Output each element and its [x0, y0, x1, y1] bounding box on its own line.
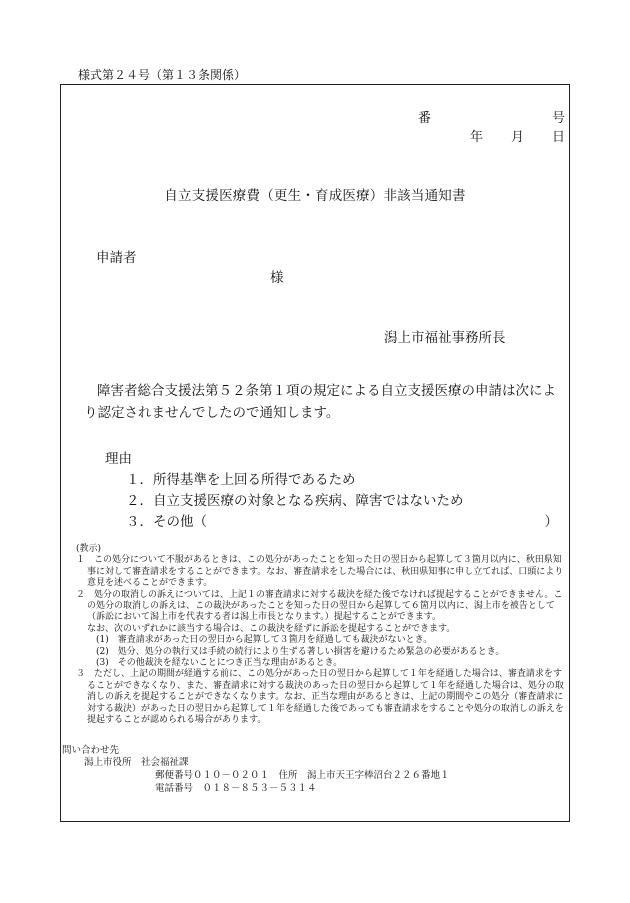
notice-body: 障害者総合支援法第５２条第１項の規定による自立支援医療の申請は次により認定されませんでしたので通知します。: [84, 383, 556, 421]
contact-address: 郵便番号０１０－０２０１ 住所 潟上市天王字棒沼台２２６番地１: [155, 770, 450, 781]
issuer-name: 潟上市福祉事務所長: [384, 330, 506, 346]
note-item-3: ３ ただし、上記の期間が経過する前に、この処分があった日の翌日から起算して１年を経過した場合は、審査請求をすることができなくなり、また、審査請求に対する裁決のあった日の翌日から起算して１年を経過した場合は、処分の取消しの訴えを提起することができなくなります。なお、正当な理由があるときは、上記の期間やこの処分（審査請求に対する裁決）があった日の翌日から起算して１年を経過した後であっても審査請求をすることや処分の取消しの訴えを提起することが認められる場合があります。: [76, 669, 564, 726]
note-item-1: １ この処分について不服があるときは、この処分があったことを知った日の翌日から起算して３箇月以内に、秋田県知事に対して審査請求をすることができます。なお、審査請求をした場合には、秋田県知事に申し立てれば、口頭により意見を述べることができます。: [76, 555, 564, 589]
reason-label: 理由: [105, 451, 132, 467]
doc-number-suffix: 号: [552, 111, 566, 126]
notes-heading: (教示): [76, 544, 102, 554]
note-subitem-1: (1) 審査請求があった日の翌日から起算して３箇月を経過しても裁決がないとき。: [96, 635, 433, 646]
reason-item: ３．その他（ ）: [126, 514, 558, 530]
contact-label: 問い合わせ先: [62, 745, 120, 756]
doc-number-label: 番: [418, 111, 432, 126]
contact-office: 潟上市役所 社会福祉課: [84, 757, 189, 768]
reason-item: １．所得基準を上回る所得であるため: [126, 472, 356, 488]
date-month: 月: [511, 130, 525, 145]
form-number: 様式第２４号（第１３条関係）: [78, 68, 247, 82]
contact-phone: 電話番号 ０１８－８５３－５３１４: [155, 783, 317, 794]
appeal-instructions: [76, 544, 570, 727]
reason-item: ２．自立支援医療の対象となる疾病、障害ではないため: [126, 493, 464, 509]
applicant-honorific: 様: [270, 270, 284, 286]
document-title: 自立支援医療費（更生・育成医療）非該当通知書: [164, 188, 466, 204]
note-item-2-addendum: なお、次のいずれかに該当する場合は、この裁決を経ずに訴訟を提起することができます。: [87, 623, 456, 634]
note-item-2: ２ 処分の取消しの訴えについては、上記１の審査請求に対する裁決を経た後でなければ提起することができません。この処分の取消しの訴えは、この裁決があったことを知った日の翌日から起算して６箇月以内に、潟上市を被告として（訴訟において潟上市を代表する者は潟上市長となります。）提起することができます。: [76, 589, 563, 623]
date-year: 年: [470, 130, 484, 145]
applicant-label: 申請者: [96, 250, 137, 266]
note-subitem-2: (2) 処分、処分の執行又は手続の続行により生ずる著しい損害を避けるため緊急の必要があるとき。: [96, 646, 505, 657]
date-day: 日: [552, 130, 566, 145]
note-subitem-3: (3) その他裁決を経ないことにつき正当な理由があるとき。: [96, 658, 343, 669]
